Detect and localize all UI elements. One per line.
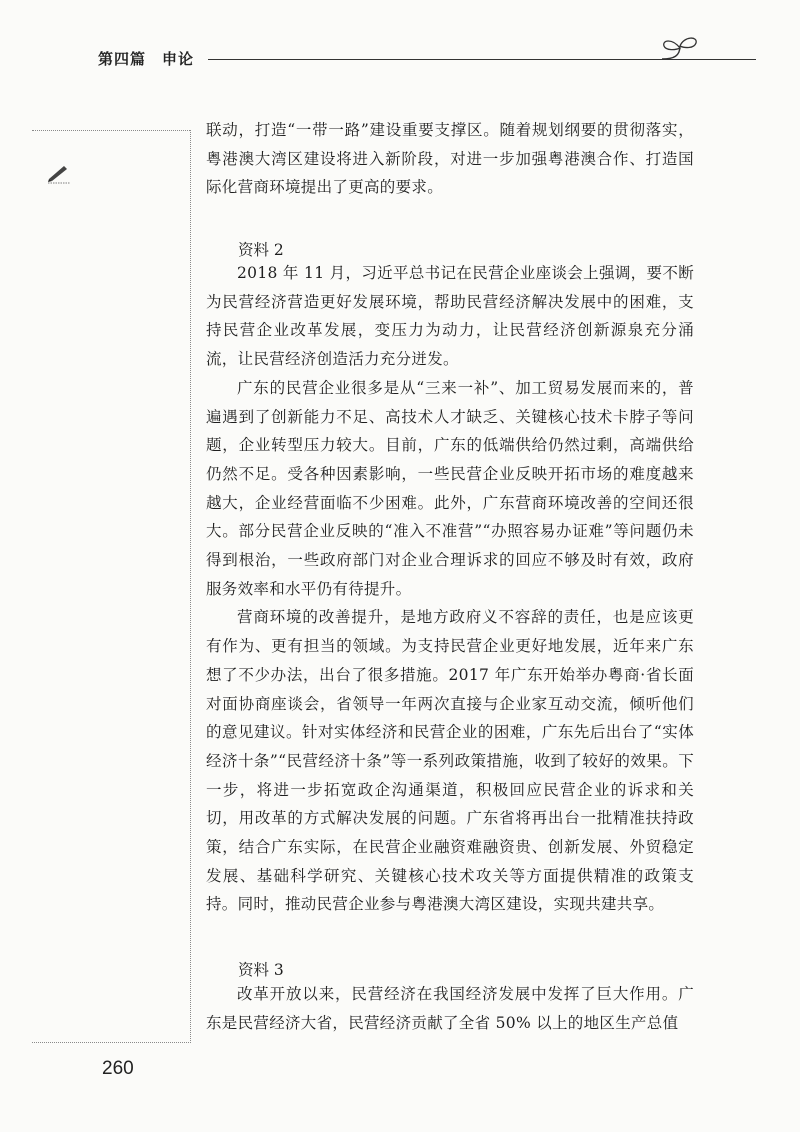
page-number: 260 <box>102 1058 134 1079</box>
sprout-icon <box>654 34 704 64</box>
material-3-body <box>206 980 694 1037</box>
paragraph-1: 2018 年 11 月，习近平总书记在民营企业座谈会上强调，要不断为民营经济营造更好发展环境，帮助民营经济解决发展中的困难，支持民营企业改革发展，变压力为动力，让民营经济创新源泉充分涌流，让民营经济创造活力充分迸发。 <box>206 264 694 369</box>
section-title: 第四篇 申论 <box>98 50 195 68</box>
page-header <box>98 34 698 68</box>
pen-icon <box>46 162 72 184</box>
material-3-heading: 资料 3 <box>238 961 284 979</box>
paragraph-3: 营商环境的改善提升，是地方政府义不容辞的责任，也是应该更有作为、更有担当的领域。为支持民营企业更好地发展，近年来广东想了不少办法，出台了很多措施。2017 年广东开始举办粤商·省长面对面协商座谈会，省领导一年两次直接与企业家互动交流，倾听他们的意见建议。针对实体经济和民营企业的困难，广东先后出台了“实体经济十条”“民营经济十条”等一系列政策措施，收到了较好的效果。下一步，将进一步拓宽政企沟通渠道，积极回应民营企业的诉求和关切，用改革的方式解决发展的问题。广东省将再出台一批精准扶持政策，结合广东实际，在民营企业融资难融资贵、创新发展、外贸稳定发展、基础科学研究、关键核心技术攻关等方面提供精准的政策支持。同时，推动民营企业参与粤港澳大湾区建设，实现共建共享。 <box>206 608 694 914</box>
material-2-heading: 资料 2 <box>238 241 284 259</box>
material-2-body <box>206 259 694 919</box>
paragraph-continued <box>206 116 694 202</box>
notes-margin <box>32 130 191 1043</box>
paragraph-4: 改革开放以来，民营经济在我国经济发展中发挥了巨大作用。广东是民营经济大省，民营经济贡献了全省 50% 以上的地区生产总值 <box>206 985 694 1032</box>
paragraph-0: 联动，打造“一带一路”建设重要支撑区。随着规划纲要的贯彻落实，粤港澳大湾区建设将进入新阶段，对进一步加强粤港澳合作、打造国际化营商环境提出了更高的要求。 <box>206 121 694 197</box>
paragraph-2: 广东的民营企业很多是从“三来一补”、加工贸易发展而来的，普遍遇到了创新能力不足、高技术人才缺乏、关键核心技术卡脖子等问题，企业转型压力较大。目前，广东的低端供给仍然过剩，高端供给仍然不足。受各种因素影响，一些民营企业反映开拓市场的难度越来越大，企业经营面临不少困难。此外，广东营商环境改善的空间还很大。部分民营企业反映的“准入不准营”“办照容易办证难”等问题仍未得到根治，一些政府部门对企业合理诉求的回应不够及时有效，政府服务效率和水平仍有待提升。 <box>206 378 694 598</box>
